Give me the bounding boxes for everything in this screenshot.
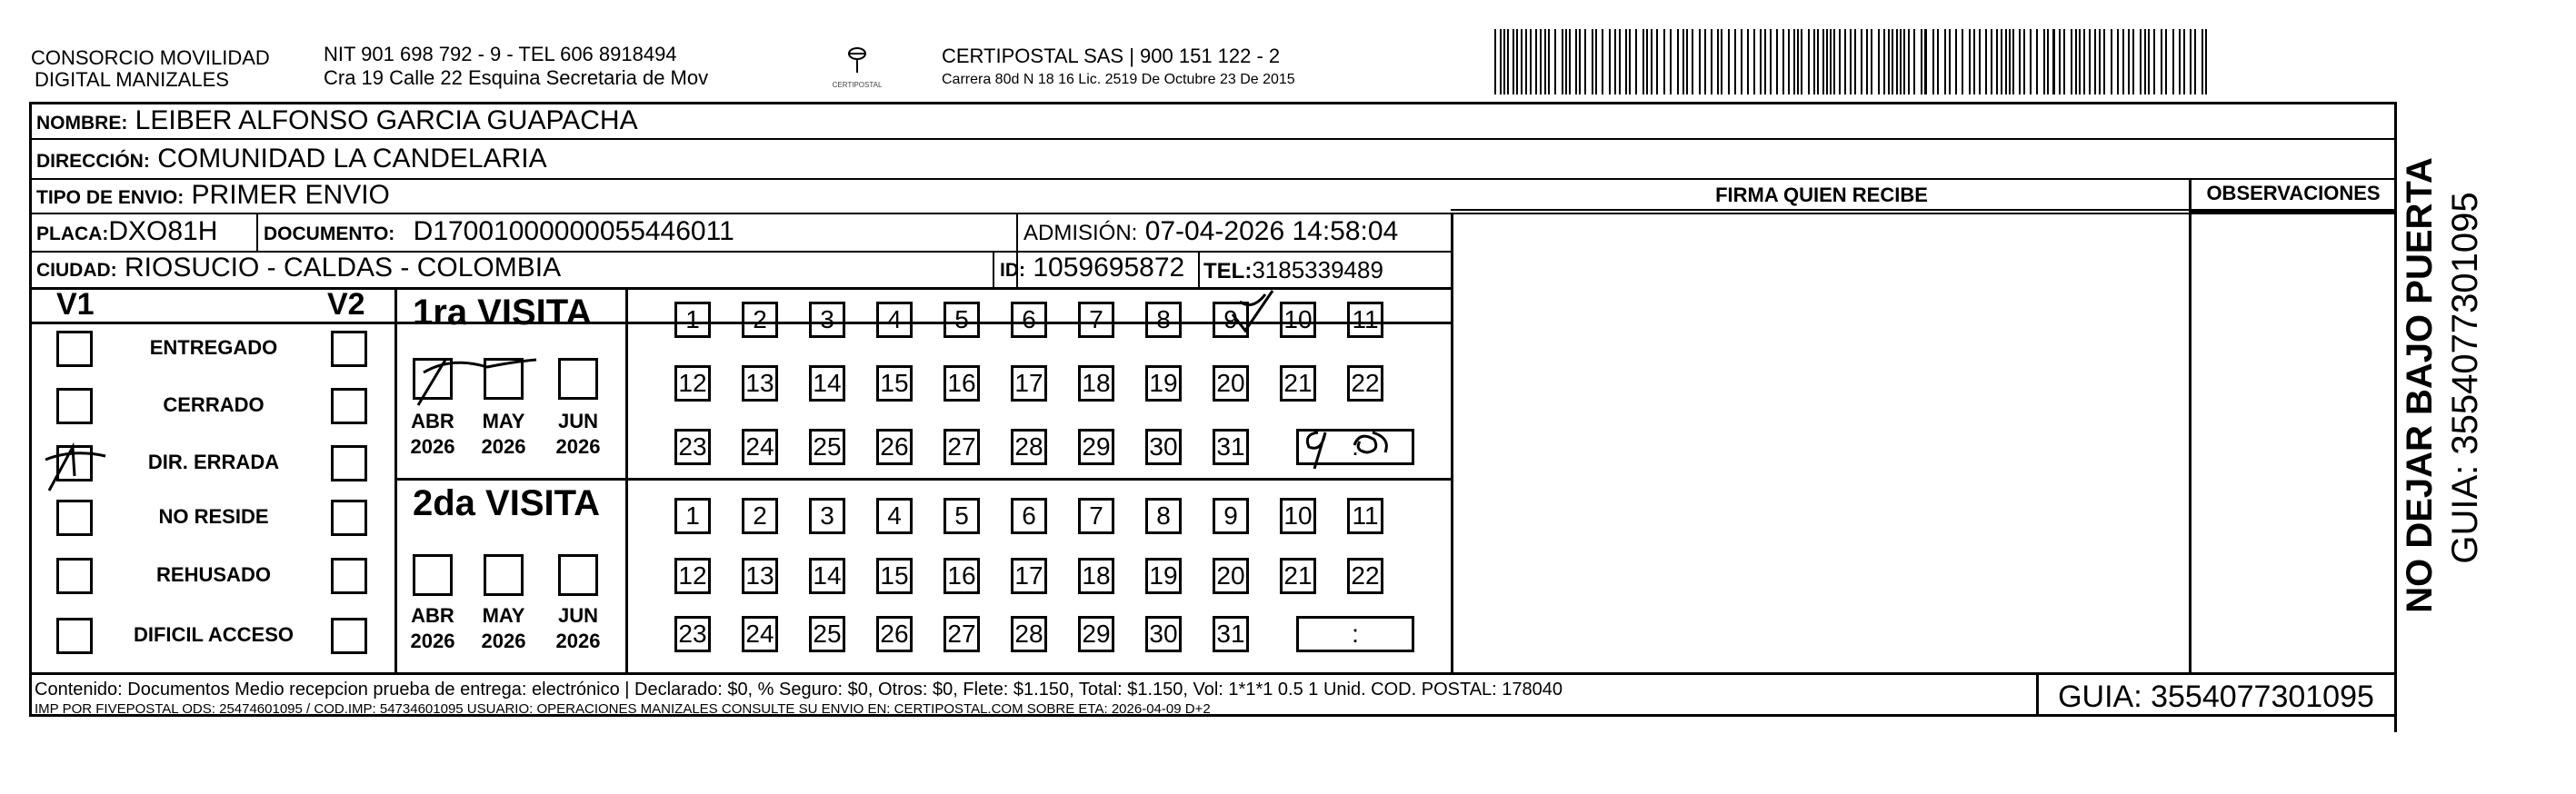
time-field[interactable]: : xyxy=(1296,616,1414,652)
day-checkbox[interactable]: 14 xyxy=(809,558,845,594)
day-checkbox[interactable]: 19 xyxy=(1145,558,1182,594)
certipostal-info xyxy=(942,45,1295,89)
day-checkbox[interactable]: 21 xyxy=(1280,365,1316,402)
barcode-bar xyxy=(1717,29,1719,94)
barcode-bar xyxy=(1734,29,1736,94)
nombre-value: LEIBER ALFONSO GARCIA GUAPACHA xyxy=(135,105,638,135)
barcode-bar xyxy=(1764,29,1766,94)
admision-label: ADMISIÓN: xyxy=(1023,221,1138,245)
day-checkbox[interactable]: 24 xyxy=(742,616,778,652)
month-checkbox[interactable] xyxy=(413,554,453,596)
direccion-value: COMUNIDAD LA CANDELARIA xyxy=(157,144,547,174)
barcode-bar xyxy=(2140,29,2142,94)
checkmark-day-9 xyxy=(1225,283,1280,338)
barcode-bar xyxy=(1562,29,1563,94)
nombre-row xyxy=(36,105,638,139)
day-checkbox[interactable]: 22 xyxy=(1347,365,1383,402)
barcode-bar xyxy=(2094,29,2096,94)
barcode-bar xyxy=(1704,29,1706,94)
barcode-bar xyxy=(1651,29,1652,94)
day-checkbox[interactable]: 3 xyxy=(809,302,845,338)
barcode-bar xyxy=(2009,29,2011,94)
barcode-bar xyxy=(1619,29,1621,94)
barcode-bar xyxy=(1728,29,1730,94)
barcode-bar xyxy=(1592,29,1593,94)
certipostal-logo xyxy=(825,45,889,91)
ciudad-cell xyxy=(36,253,561,286)
certipostal-line-2: Carrera 80d N 18 16 Lic. 2519 De Octubre 23 De 2015 xyxy=(942,72,1295,87)
documento-cell xyxy=(264,216,734,250)
day-checkbox[interactable]: 17 xyxy=(1011,558,1047,594)
barcode-bar xyxy=(1540,29,1542,94)
day-checkbox[interactable]: 7 xyxy=(1078,498,1114,534)
time-field[interactable]: : xyxy=(1296,429,1414,465)
day-checkbox[interactable]: 23 xyxy=(674,429,711,465)
barcode-bar xyxy=(1646,29,1648,94)
barcode-bar xyxy=(1544,29,1546,94)
barcode-bar xyxy=(2063,29,2065,94)
day-checkbox[interactable]: 13 xyxy=(742,558,778,594)
day-checkbox[interactable]: 28 xyxy=(1011,429,1047,465)
barcode-bar xyxy=(2144,29,2146,94)
barcode-bar xyxy=(2161,29,2162,94)
barcode-bar xyxy=(1516,29,1518,94)
barcode-bar xyxy=(2079,29,2081,94)
v2-checkbox[interactable] xyxy=(331,500,367,536)
barcode-bar xyxy=(1579,29,1581,94)
direccion-label: DIRECCIÓN: xyxy=(36,151,150,172)
status-label: CERRADO xyxy=(163,393,265,416)
day-checkbox[interactable]: 15 xyxy=(876,558,913,594)
tipo-envio-value: PRIMER ENVIO xyxy=(191,180,390,210)
barcode-bar xyxy=(1991,29,1992,94)
day-checkbox[interactable]: 14 xyxy=(809,365,845,402)
day-checkbox[interactable]: 26 xyxy=(876,429,913,465)
imp-text: IMP POR FIVEPOSTAL ODS: 25474601095 / COD.IMP: 54734601095 USUARIO: OPERACIONES MANIZALES CONSULTE SU ENVIO EN: CERTIPOSTAL.COM SOBRE ETA: 2026-04-09 D+2 xyxy=(35,701,1211,717)
barcode-bar xyxy=(2047,29,2049,94)
month-label xyxy=(476,409,531,460)
day-checkbox[interactable]: 20 xyxy=(1213,365,1249,402)
barcode-bar xyxy=(1721,29,1722,94)
barcode-bar xyxy=(1903,29,1905,94)
day-checkbox[interactable]: 13 xyxy=(742,365,778,402)
barcode-bar xyxy=(1595,29,1597,94)
barcode-bar xyxy=(2103,29,2105,94)
barcode-bar xyxy=(1741,29,1742,94)
ciudad-value: RIOSUCIO - CALDAS - COLOMBIA xyxy=(125,253,562,283)
barcode-bar xyxy=(1833,29,1835,94)
barcode-bar xyxy=(1861,29,1862,94)
placa-cell xyxy=(36,216,217,250)
barcode-bar xyxy=(1788,29,1790,94)
first-visit-title: 1ra VISITA xyxy=(413,293,593,332)
checkmark-abr-2026 xyxy=(405,351,542,414)
checkmark-dir-errada-v1 xyxy=(36,436,118,500)
barcode-bar xyxy=(1500,29,1502,94)
barcode-bar xyxy=(2059,29,2061,94)
month-checkbox[interactable] xyxy=(558,358,598,400)
barcode-bar xyxy=(2030,29,2032,94)
barcode-bar xyxy=(1503,29,1505,94)
barcode-bar xyxy=(1878,29,1880,94)
barcode-bar xyxy=(2132,29,2134,94)
location-pin-icon xyxy=(825,45,889,76)
barcode-bar xyxy=(1656,29,1658,94)
company-contact xyxy=(324,44,708,89)
day-checkbox[interactable]: 16 xyxy=(944,365,980,402)
firma-heading: FIRMA QUIEN RECIBE xyxy=(1715,184,1928,206)
barcode-bar xyxy=(2043,29,2045,94)
admision-value: 07-04-2026 14:58:04 xyxy=(1144,216,1399,246)
barcode-bar xyxy=(1955,29,1957,94)
barcode-bar xyxy=(1625,29,1627,94)
barcode-bar xyxy=(1969,29,1971,94)
month-year: 2026 xyxy=(555,435,601,458)
barcode-bar xyxy=(2099,29,2101,94)
month-label xyxy=(405,409,460,460)
day-checkbox[interactable]: 22 xyxy=(1347,558,1383,594)
day-checkbox[interactable]: 27 xyxy=(944,616,980,652)
day-checkbox[interactable]: 24 xyxy=(742,429,778,465)
v1-heading: V1 xyxy=(56,287,95,322)
day-checkbox[interactable]: 1 xyxy=(674,498,711,534)
barcode-bar xyxy=(2190,29,2192,94)
firma-area[interactable] xyxy=(1454,214,2187,672)
barcode-bar xyxy=(1793,29,1795,94)
status-label: DIFICIL ACCESO xyxy=(133,623,294,646)
barcode-bar xyxy=(2205,29,2207,94)
day-checkbox[interactable]: 7 xyxy=(1078,302,1114,338)
day-checkbox[interactable]: 11 xyxy=(1347,498,1383,534)
day-checkbox[interactable]: 25 xyxy=(809,429,845,465)
day-checkbox[interactable]: 27 xyxy=(944,429,980,465)
barcode-bar xyxy=(1797,29,1799,94)
v2-checkbox[interactable] xyxy=(331,618,367,654)
day-checkbox[interactable]: 8 xyxy=(1145,498,1182,534)
barcode-bar xyxy=(2111,29,2112,94)
barcode-bar xyxy=(2165,29,2167,94)
barcode-bar xyxy=(1900,29,1902,94)
day-checkbox[interactable]: 5 xyxy=(944,498,980,534)
barcode xyxy=(1491,29,2218,94)
barcode-bar xyxy=(1871,29,1872,94)
barcode-bar xyxy=(1770,29,1772,94)
handwritten-time xyxy=(1291,420,1418,472)
month-name: JUN xyxy=(557,604,598,627)
direccion-row xyxy=(36,144,547,177)
barcode-bar xyxy=(1883,29,1885,94)
barcode-bar xyxy=(2052,29,2055,94)
barcode-bar xyxy=(1854,29,1856,94)
day-checkbox[interactable]: 1 xyxy=(674,302,711,338)
day-checkbox[interactable]: 9 xyxy=(1213,302,1249,338)
day-checkbox[interactable]: 4 xyxy=(876,302,913,338)
month-year: 2026 xyxy=(410,630,455,652)
barcode-bar xyxy=(1962,29,1963,94)
day-checkbox[interactable]: 2 xyxy=(742,302,778,338)
month-label xyxy=(551,603,605,654)
barcode-bar xyxy=(1924,29,1927,94)
barcode-bar xyxy=(1747,29,1749,94)
day-checkbox[interactable]: 2 xyxy=(742,498,778,534)
barcode-bar xyxy=(1937,29,1939,94)
documento-label: DOCUMENTO: xyxy=(264,223,395,244)
day-checkbox[interactable]: 8 xyxy=(1145,302,1182,338)
documento-value: D17001000000055446011 xyxy=(413,216,734,246)
barcode-bar xyxy=(1949,29,1951,94)
barcode-bar xyxy=(2005,29,2007,94)
day-checkbox[interactable]: 6 xyxy=(1011,302,1047,338)
v1-checkbox[interactable] xyxy=(56,388,93,424)
day-checkbox[interactable]: 26 xyxy=(876,616,913,652)
barcode-bar xyxy=(1830,29,1832,94)
day-checkbox[interactable]: 29 xyxy=(1078,616,1114,652)
v2-checkbox[interactable] xyxy=(331,558,367,594)
tel-value: 3185339489 xyxy=(1252,256,1383,283)
barcode-bar xyxy=(2117,29,2119,94)
logo-text: CERTIPOSTAL xyxy=(832,81,883,89)
barcode-bar xyxy=(1782,29,1784,94)
barcode-bar xyxy=(1808,29,1810,94)
barcode-bar xyxy=(1642,29,1644,94)
barcode-bar xyxy=(1699,29,1701,94)
barcode-bar xyxy=(1888,29,1890,94)
day-checkbox[interactable]: 15 xyxy=(876,365,913,402)
day-checkbox[interactable]: 16 xyxy=(944,558,980,594)
barcode-bar xyxy=(1839,29,1841,94)
barcode-bar xyxy=(2183,29,2185,94)
barcode-bar xyxy=(1513,29,1514,94)
second-visit-title: 2da VISITA xyxy=(413,483,600,523)
barcode-bar xyxy=(1979,29,1981,94)
barcode-bar xyxy=(1892,29,1893,94)
month-label xyxy=(476,603,531,654)
barcode-bar xyxy=(1813,29,1815,94)
barcode-bar xyxy=(1663,29,1665,94)
status-label: REHUSADO xyxy=(156,563,271,586)
month-name: ABR xyxy=(411,410,454,432)
month-checkbox[interactable] xyxy=(484,554,524,596)
barcode-bar xyxy=(2172,29,2174,94)
barcode-bar xyxy=(1913,29,1915,94)
barcode-bar xyxy=(1896,29,1898,94)
placa-value: DXO81H xyxy=(108,216,218,246)
address-line: Cra 19 Calle 22 Esquina Secretaria de Mov xyxy=(324,66,709,89)
month-checkbox[interactable] xyxy=(558,554,598,596)
month-name: MAY xyxy=(482,604,525,627)
month-name: ABR xyxy=(411,604,454,627)
barcode-bar xyxy=(1985,29,1987,94)
v1-checkbox[interactable] xyxy=(56,331,93,367)
id-cell xyxy=(1000,253,1184,286)
placa-label: PLACA: xyxy=(36,223,109,244)
barcode-bar xyxy=(2089,29,2091,94)
status-label: NO RESIDE xyxy=(158,505,269,528)
barcode-bar xyxy=(1507,29,1509,94)
id-label: ID: xyxy=(1000,260,1025,281)
day-checkbox[interactable]: 25 xyxy=(809,616,845,652)
barcode-bar xyxy=(1569,29,1571,94)
day-checkbox[interactable]: 11 xyxy=(1347,302,1383,338)
barcode-bar xyxy=(2128,29,2130,94)
barcode-bar xyxy=(1844,29,1846,94)
barcode-bar xyxy=(1932,29,1934,94)
barcode-bar xyxy=(2179,29,2181,94)
v1-checkbox[interactable] xyxy=(56,618,93,654)
day-checkbox[interactable]: 21 xyxy=(1280,558,1316,594)
nombre-label: NOMBRE: xyxy=(36,113,128,134)
day-checkbox[interactable]: 18 xyxy=(1078,558,1114,594)
day-checkbox[interactable]: 10 xyxy=(1280,498,1316,534)
barcode-bar xyxy=(1776,29,1778,94)
admision-cell xyxy=(1023,216,1398,249)
barcode-bar xyxy=(1692,29,1693,94)
month-label xyxy=(405,603,460,654)
day-checkbox[interactable]: 31 xyxy=(1213,429,1249,465)
barcode-bar xyxy=(2075,29,2077,94)
v2-checkbox[interactable] xyxy=(331,388,367,424)
barcode-bar xyxy=(1575,29,1577,94)
barcode-bar xyxy=(2148,29,2150,94)
day-checkbox[interactable]: 19 xyxy=(1145,365,1182,402)
company-line-1: CONSORCIO MOVILIDAD xyxy=(31,46,270,69)
barcode-bar xyxy=(1614,29,1616,94)
status-label: DIR. ERRADA xyxy=(147,451,280,473)
day-checkbox[interactable]: 20 xyxy=(1213,558,1249,594)
day-checkbox[interactable]: 12 xyxy=(674,558,711,594)
barcode-bar xyxy=(1584,29,1586,94)
barcode-bar xyxy=(2153,29,2155,94)
barcode-bar xyxy=(1908,29,1910,94)
barcode-bar xyxy=(1525,29,1527,94)
barcode-bar xyxy=(1866,29,1868,94)
day-checkbox[interactable]: 5 xyxy=(944,302,980,338)
barcode-bar xyxy=(1753,29,1755,94)
tel-cell xyxy=(1203,254,1383,287)
side-warning: NO DEJAR BAJO PUERTA xyxy=(2400,157,2440,613)
barcode-bar xyxy=(1565,29,1567,94)
barcode-bar xyxy=(1629,29,1631,94)
month-year: 2026 xyxy=(481,630,526,652)
barcode-bar xyxy=(1554,29,1556,94)
day-checkbox[interactable]: 30 xyxy=(1145,616,1182,652)
day-checkbox[interactable]: 28 xyxy=(1011,616,1047,652)
nit-line: NIT 901 698 792 - 9 - TEL 606 8918494 xyxy=(324,43,677,65)
observaciones-heading: OBSERVACIONES xyxy=(2206,182,2381,204)
barcode-bar xyxy=(2001,29,2002,94)
barcode-bar xyxy=(1944,29,1946,94)
barcode-bar xyxy=(2083,29,2085,94)
barcode-bar xyxy=(1760,29,1762,94)
observaciones-area[interactable] xyxy=(2192,214,2394,672)
day-checkbox[interactable]: 9 xyxy=(1213,498,1249,534)
day-checkbox[interactable]: 17 xyxy=(1011,365,1047,402)
barcode-bar xyxy=(2023,29,2025,94)
side-guia: GUIA: 3554077301095 xyxy=(2445,192,2485,564)
tipo-envio-label: TIPO DE ENVIO: xyxy=(36,187,185,208)
barcode-bar xyxy=(1711,29,1712,94)
month-year: 2026 xyxy=(410,435,455,458)
barcode-bar xyxy=(1535,29,1537,94)
barcode-bar xyxy=(1817,29,1819,94)
guia-box: GUIA: 3554077301095 xyxy=(2058,680,2374,714)
barcode-bar xyxy=(1686,29,1688,94)
barcode-bar xyxy=(1602,29,1603,94)
day-checkbox[interactable]: 4 xyxy=(876,498,913,534)
day-checkbox[interactable]: 18 xyxy=(1078,365,1114,402)
ciudad-label: CIUDAD: xyxy=(36,260,117,281)
month-label xyxy=(551,409,605,460)
day-checkbox[interactable]: 30 xyxy=(1145,429,1182,465)
barcode-bar xyxy=(2012,29,2014,94)
day-checkbox[interactable]: 31 xyxy=(1213,616,1249,652)
barcode-bar xyxy=(2036,29,2038,94)
barcode-bar xyxy=(2019,29,2021,94)
v2-heading: V2 xyxy=(327,287,365,322)
barcode-bar xyxy=(1826,29,1828,94)
tipo-envio-row xyxy=(36,180,390,213)
barcode-bar xyxy=(1677,29,1679,94)
day-checkbox[interactable]: 3 xyxy=(809,498,845,534)
barcode-bar xyxy=(1682,29,1684,94)
v1-checkbox[interactable] xyxy=(56,558,93,594)
contenido-text: Contenido: Documentos Medio recepcion prueba de entrega: electrónico | Declarado: $0, % Seguro: $0, Otros: $0, Flete: $1.150, Total: $1.150, Vol: 1*1*1 0.5 1 Unid. COD. POSTAL: 178040 xyxy=(35,680,1563,700)
v1-checkbox[interactable] xyxy=(56,500,93,536)
barcode-bar xyxy=(2071,29,2072,94)
certipostal-line-1: CERTIPOSTAL SAS | 900 151 122 - 2 xyxy=(942,45,1281,67)
barcode-bar xyxy=(1521,29,1523,94)
tel-label: TEL: xyxy=(1203,259,1253,283)
day-checkbox[interactable]: 29 xyxy=(1078,429,1114,465)
barcode-bar xyxy=(1609,29,1611,94)
barcode-bar xyxy=(1973,29,1975,94)
day-checkbox[interactable]: 10 xyxy=(1280,302,1316,338)
status-label: ENTREGADO xyxy=(149,336,278,359)
month-name: JUN xyxy=(557,410,598,432)
v2-checkbox[interactable] xyxy=(331,445,367,481)
v2-checkbox[interactable] xyxy=(331,331,367,367)
company-line-2: DIGITAL MANIZALES xyxy=(35,68,229,91)
barcode-bar xyxy=(2194,29,2196,94)
month-year: 2026 xyxy=(481,435,526,458)
month-name: MAY xyxy=(482,410,525,432)
day-checkbox[interactable]: 12 xyxy=(674,365,711,402)
barcode-bar xyxy=(1530,29,1532,94)
month-year: 2026 xyxy=(555,630,601,652)
barcode-bar xyxy=(2202,29,2203,94)
barcode-bar xyxy=(1801,29,1802,94)
barcode-bar xyxy=(1822,29,1824,94)
barcode-bar xyxy=(1494,29,1496,94)
id-value: 1059695872 xyxy=(1033,253,1185,283)
barcode-bar xyxy=(1850,29,1852,94)
barcode-bar xyxy=(2122,29,2124,94)
barcode-bar xyxy=(1670,29,1672,94)
day-checkbox[interactable]: 23 xyxy=(674,616,711,652)
barcode-bar xyxy=(1548,29,1550,94)
day-checkbox[interactable]: 6 xyxy=(1011,498,1047,534)
barcode-bar xyxy=(1996,29,1998,94)
barcode-bar xyxy=(1921,29,1922,94)
company-name xyxy=(31,47,270,91)
barcode-bar xyxy=(1635,29,1637,94)
